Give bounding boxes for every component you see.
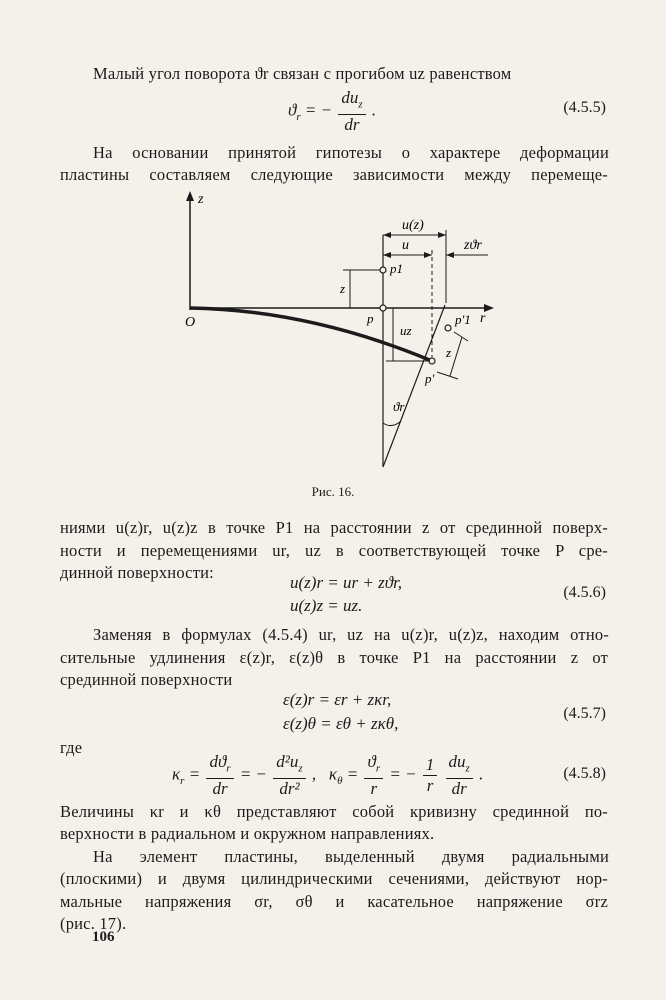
page-number: 106 xyxy=(92,929,115,945)
z-axis-label: z xyxy=(198,192,204,207)
text-line: На основании принятой гипотезы о характере деформации xyxy=(93,143,609,162)
text-line xyxy=(93,64,589,84)
equation-4-5-6-line1: u(z)r = ur + zϑr, xyxy=(290,573,403,592)
equation-number: (4.5.7) xyxy=(563,705,606,722)
text-line: где xyxy=(60,738,83,757)
text-line: мальные напряжения σr, σθ и касательное напряжение σrz xyxy=(60,892,608,911)
text-line: Заменяя в формулах (4.5.4) ur, uz на u(z)r, u(z)z, находим отно- xyxy=(93,625,609,644)
r-axis-label: r xyxy=(480,311,486,326)
equation-number: (4.5.5) xyxy=(563,99,606,116)
text-line: (рис. 17). xyxy=(60,914,127,933)
u-z-label: u(z) xyxy=(402,218,424,233)
text-line: ниями u(z)r, u(z)z в точке P1 на расстоянии z от срединной поверх- xyxy=(60,518,608,537)
text-line: ности и перемещениями ur, uz в соответствующей точке P сре- xyxy=(60,541,608,560)
text-line: пластины составляем следующие зависимости между перемеще- xyxy=(60,165,608,184)
p-prime-label: p' xyxy=(425,371,435,386)
text-line: срединной поверхности xyxy=(60,670,233,689)
equation-number: (4.5.6) xyxy=(563,584,606,601)
text-line: На элемент пластины, выделенный двумя радиальными xyxy=(93,847,609,866)
text-line: сительные удлинения ε(z)r, ε(z)θ в точке P1 на расстоянии z от xyxy=(60,648,608,667)
p1-label: p1 xyxy=(390,261,403,276)
figure-caption: Рис. 16. xyxy=(311,484,355,499)
p-label: p xyxy=(367,311,374,326)
equation-number: (4.5.8) xyxy=(563,765,606,782)
equation-4-5-7-line2: ε(z)θ = εθ + zκθ, xyxy=(283,714,399,733)
z-theta-label: zϑr xyxy=(464,238,482,253)
uz-label: uz xyxy=(400,323,412,338)
origin-label: O xyxy=(185,315,196,330)
equation-4-5-6-line2: u(z)z = uz. xyxy=(290,596,363,615)
theta-label: ϑr xyxy=(393,399,405,414)
figure-16 xyxy=(0,185,666,485)
line1-text: Малый угол поворота ϑr связан с прогибом uz равенством xyxy=(93,64,512,83)
equation-4-5-8: $\kappa_r$ = $\frac{dϑ_r}{dr}$ = − $\frac{d^2u_z}{\text{dr²}}$ , $\kappa_\theta$ = $\frac{ϑ_r}{r}$ = − $\frac{1}{r}$ $\frac{du_z}{dr}$ . xyxy=(172,752,484,799)
equation-4-5-5: $ϑ_r$ = − $\frac{du_z}{dr}$ . xyxy=(288,88,377,135)
text-line: динной поверхности: xyxy=(60,563,214,582)
equation-4-5-7-line1: ε(z)r = εr + zκr, xyxy=(283,690,392,709)
p1-prime-label: p'1 xyxy=(455,312,471,327)
text-line: верхности в радиальном и окружном направлениях. xyxy=(60,824,435,843)
z-right-label: z xyxy=(446,345,452,360)
text-line: (плоскими) и двумя цилиндрическими сечениями, действуют нор- xyxy=(60,869,608,888)
z-left-label: z xyxy=(340,281,346,296)
u-label: u xyxy=(402,238,409,253)
text-line: Величины κr и κθ представляют собой кривизну срединной по- xyxy=(60,802,608,821)
